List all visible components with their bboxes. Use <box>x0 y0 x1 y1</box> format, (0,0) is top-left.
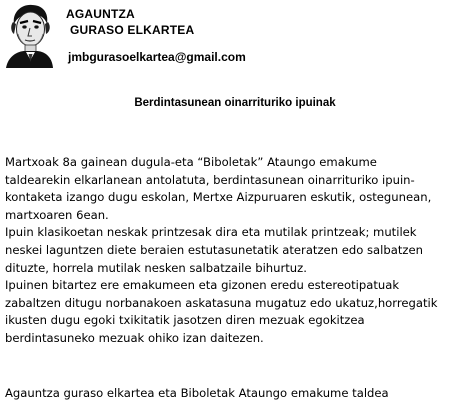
org-name-line1: AGAUNTZA <box>66 7 135 21</box>
portrait-image <box>4 2 54 68</box>
body-line: martxoaren 6ean. <box>5 207 109 222</box>
body-line: Martxoak 8a gainean dugula-eta “Biboletak” Ataungo emakume <box>5 155 377 169</box>
org-name-line2: GURASO ELKARTEA <box>70 23 195 37</box>
body-line: ikusten dugu egoki txikitatik jasotzen diren mezuak egokitzea <box>5 313 365 328</box>
body-line: berdintasuneko mezuak ohiko izan daitezen. <box>5 330 264 345</box>
body-line: kontaketa izango dugu eskolan, Mertxe Aizpuruaren eskutik, ostegunean, <box>5 190 432 205</box>
body-line: taldearekin elkarlanean antolatuta, berdintasunean oinarrituriko ipuin- <box>5 172 415 187</box>
body-line: dituzte, horrela mutilak nesken salbatzaile bihurtuz. <box>5 260 307 275</box>
body-line: neskei laguntzen diete beraien estutasunetatik ateratzen edo salbatzen <box>5 242 423 257</box>
body-line: Ipuin klasikoetan neskak printzesak dira eta mutilak printzeak; mutilek <box>5 225 417 240</box>
body-text <box>5 154 467 348</box>
footer-signature: Agauntza guraso elkartea eta Biboletak Ataungo emakume taldea <box>5 386 389 400</box>
body-line: Ipuinen bitartez ere emakumeen eta gizonen eredu estereotipatuak <box>5 278 400 293</box>
contact-email: jmbgurasoelkartea@gmail.com <box>68 50 246 64</box>
document-title: Berdintasunean oinarrituriko ipuinak <box>134 97 336 109</box>
body-line: zabaltzen ditugu norbanakoen askatasuna mugatuz edo ukatuz,horregatik <box>5 295 438 310</box>
